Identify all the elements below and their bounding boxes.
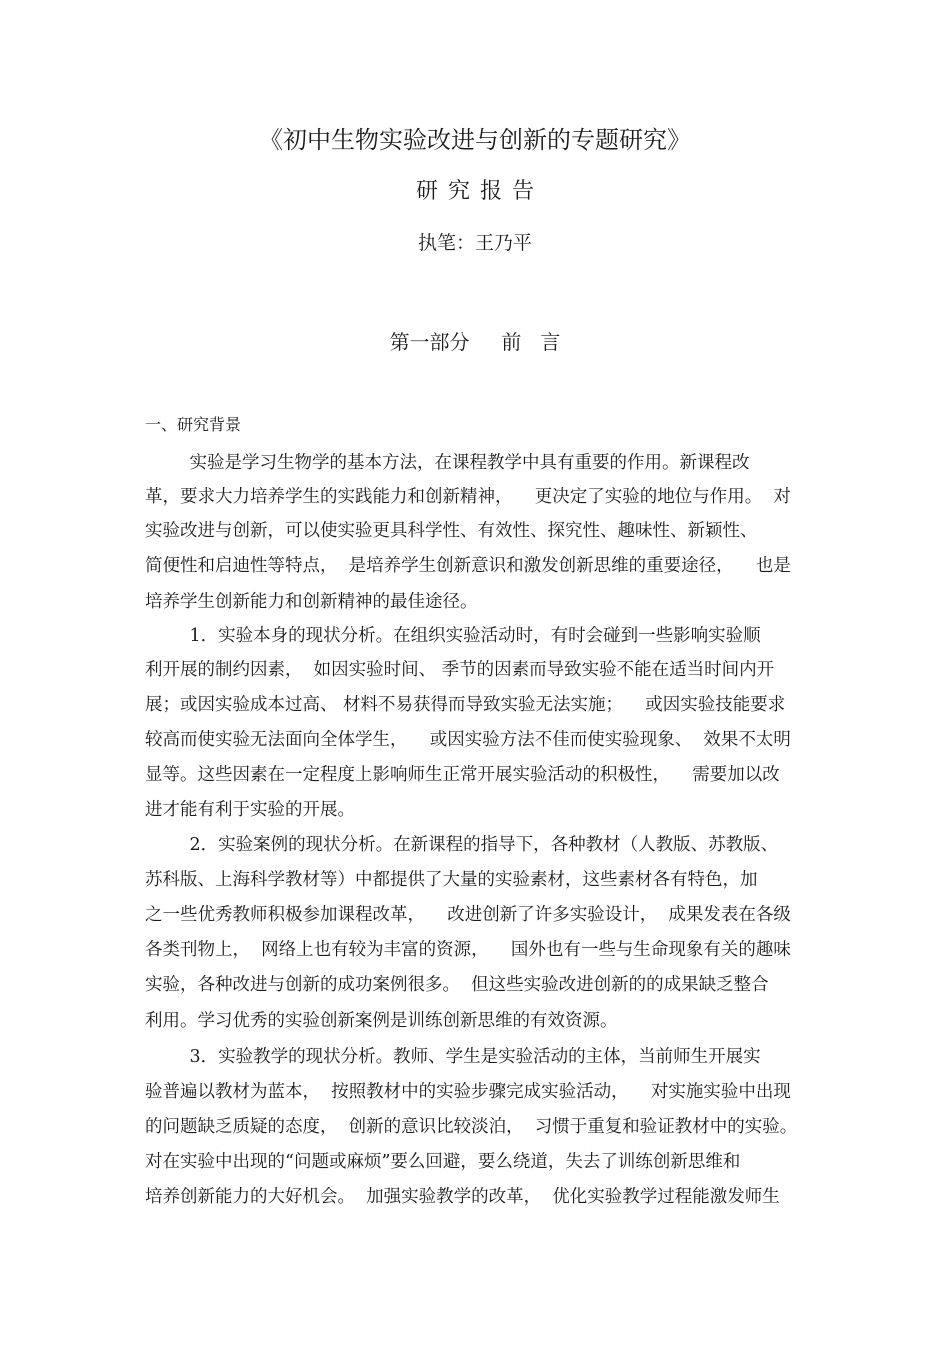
body-line: 简便性和启迪性等特点， 是培养学生创新意识和激发创新思维的重要途径， 也是	[145, 556, 791, 576]
body-line: 苏科版、上海科学教材等）中都提供了大量的实验素材，这些素材各有特色，加	[145, 870, 758, 890]
body-line: 1．实验本身的现状分析。在组织实验活动时，有时会碰到一些影响实验顺	[145, 626, 761, 646]
body-line: 培养创新能力的大好机会。 加强实验教学的改革， 优化实验教学过程能激发师生	[145, 1187, 780, 1207]
body-line: 显等。这些因素在一定程度上影响师生正常开展实验活动的积极性， 需要加以改	[145, 765, 780, 785]
body-line: 革，要求大力培养学生的实践能力和创新精神， 更决定了实验的地位与作用。 对	[145, 487, 791, 507]
body-line: 对在实验中出现的“问题或麻烦”要么回避，要么绕道，失去了训练创新思维和	[145, 1152, 741, 1172]
body-line: 3．实验教学的现状分析。教师、学生是实验活动的主体，当前师生开展实	[145, 1047, 761, 1067]
body-line: 2．实验案例的现状分析。在新课程的指导下，各种教材（人教版、苏教版、	[145, 835, 779, 855]
body-line: 实验改进与创新，可以使实验更具科学性、有效性、探究性、趣味性、新颖性、	[145, 521, 758, 541]
body-line: 之一些优秀教师积极参加课程改革， 改进创新了许多实验设计， 成果发表在各级	[145, 905, 791, 925]
document-title: 《初中生物实验改进与创新的专题研究》	[259, 126, 691, 154]
part-heading: 第一部分 前 言	[389, 330, 561, 354]
body-line: 利用。学习优秀的实验创新案例是训练创新思维的有效资源。	[145, 1011, 618, 1031]
body-line: 培养学生创新能力和创新精神的最佳途径。	[145, 592, 478, 612]
document-subtitle: 研究报告	[415, 179, 544, 204]
body-line: 利开展的制约因素， 如因实验时间、 季节的因素而导致实验不能在适当时间内开	[145, 660, 775, 680]
body-line: 的问题缺乏质疑的态度， 创新的意识比较淡泊， 习惯于重复和验证教材中的实验。	[145, 1117, 798, 1137]
body-line: 进才能有利于实验的开展。	[145, 800, 355, 820]
body-line: 较高而使实验无法面向全体学生， 或因实验方法不佳而使实验现象、 效果不太明	[145, 730, 791, 750]
body-line: 验普遍以教材为蓝本， 按照教材中的实验步骤完成实验活动， 对实施实验中出现	[145, 1082, 791, 1102]
document-author: 执笔：王乃平	[417, 232, 532, 254]
body-line: 实验是学习生物学的基本方法，在课程教学中具有重要的作用。新课程改	[145, 453, 750, 473]
body-line: 各类刊物上， 网络上也有较为丰富的资源， 国外也有一些与生命现象有关的趣味	[145, 940, 791, 960]
body-line: 展；或因实验成本过高、 材料不易获得而导致实验无法实施； 或因实验技能要求	[145, 695, 786, 715]
body-line: 实验，各种改进与创新的成功案例很多。 但这些实验改进创新的的成果缺乏整合	[145, 975, 769, 995]
section-heading: 一、研究背景	[145, 415, 242, 434]
